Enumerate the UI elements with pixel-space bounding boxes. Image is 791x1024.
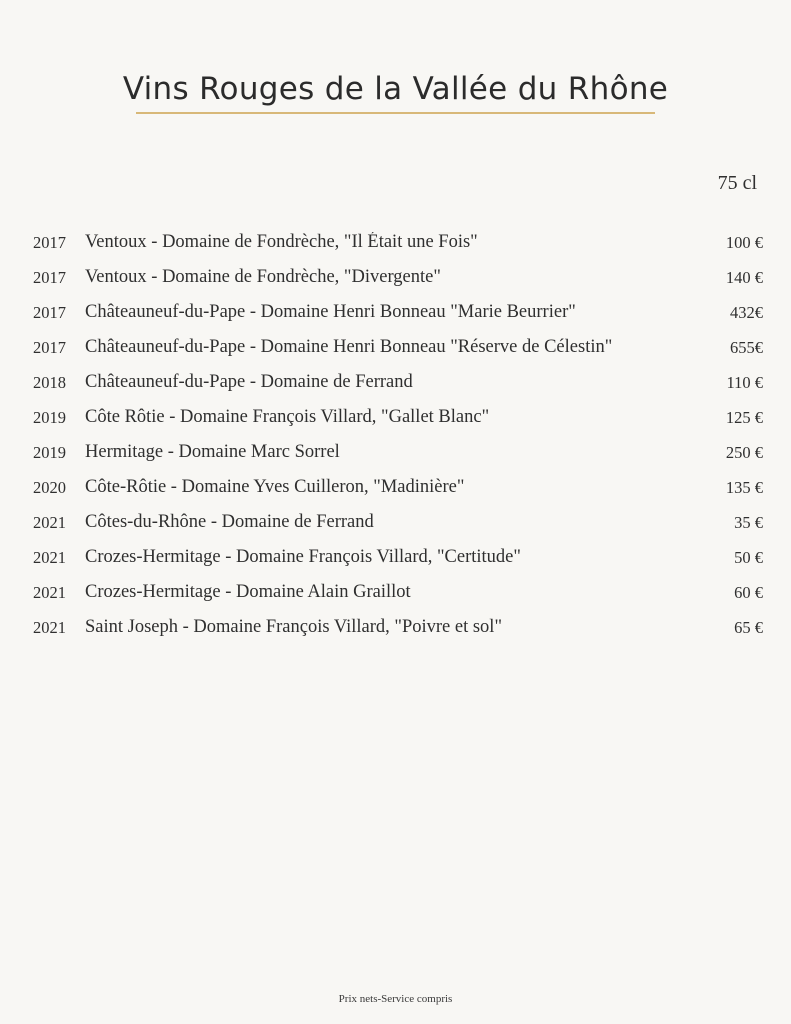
wine-year: 2021: [33, 617, 66, 637]
wine-price: 65 €: [734, 617, 763, 637]
wine-year: 2021: [33, 547, 66, 567]
wine-year: 2020: [33, 477, 66, 497]
wine-year: 2018: [33, 372, 66, 392]
wine-name: Crozes-Hermitage - Domaine François Villard, "Certitude": [85, 547, 521, 567]
wine-name: Châteauneuf-du-Pape - Domaine Henri Bonneau "Marie Beurrier": [85, 302, 576, 322]
wine-name: Châteauneuf-du-Pape - Domaine Henri Bonneau "Réserve de Célestin": [85, 337, 613, 357]
wine-row: [33, 260, 763, 295]
wine-row: [33, 400, 763, 435]
wine-year: 2017: [33, 337, 66, 357]
wine-year: 2019: [33, 407, 66, 427]
wine-year: 2019: [33, 442, 66, 462]
wine-row: [33, 225, 763, 260]
wine-name: Ventoux - Domaine de Fondrèche, "Divergente": [85, 267, 441, 287]
wine-price: 125 €: [725, 407, 763, 427]
wine-row: [33, 470, 763, 505]
wine-price: 250 €: [725, 442, 763, 462]
wine-price: 655€: [730, 337, 763, 357]
wine-name: Hermitage - Domaine Marc Sorrel: [85, 442, 340, 462]
wine-name: Châteauneuf-du-Pape - Domaine de Ferrand: [85, 372, 413, 392]
title-divider: [136, 112, 655, 114]
wine-price: 60 €: [734, 582, 763, 602]
wine-row: [33, 435, 763, 470]
wine-row: [33, 330, 763, 365]
footer-note: Prix nets-Service compris: [338, 993, 453, 1005]
wine-price: 135 €: [725, 477, 763, 497]
wine-year: 2021: [33, 512, 66, 532]
wine-row: [33, 505, 763, 540]
wine-row: [33, 540, 763, 575]
wine-price: 432€: [730, 302, 763, 322]
wine-name: Ventoux - Domaine de Fondrèche, "Il Était une Fois": [85, 232, 478, 252]
wine-year: 2017: [33, 267, 66, 287]
wine-price: 110 €: [726, 372, 763, 392]
page-title: Vins Rouges de la Vallée du Rhône: [122, 70, 669, 107]
wine-row: [33, 610, 763, 645]
wine-price: 100 €: [725, 232, 763, 252]
wine-year: 2021: [33, 582, 66, 602]
wine-price: 50 €: [734, 547, 763, 567]
wine-list: [33, 225, 763, 645]
wine-name: Côte Rôtie - Domaine François Villard, "Gallet Blanc": [85, 407, 490, 427]
wine-price: 35 €: [734, 512, 763, 532]
wine-row: [33, 575, 763, 610]
wine-name: Côtes-du-Rhône - Domaine de Ferrand: [85, 512, 374, 532]
wine-name: Saint Joseph - Domaine François Villard, "Poivre et sol": [85, 617, 502, 637]
wine-row: [33, 365, 763, 400]
wine-name: Côte-Rôtie - Domaine Yves Cuilleron, "Madinière": [85, 477, 465, 497]
wine-price: 140 €: [725, 267, 763, 287]
wine-row: [33, 295, 763, 330]
wine-year: 2017: [33, 302, 66, 322]
wine-year: 2017: [33, 232, 66, 252]
bottle-size-label: 75 cl: [717, 172, 757, 194]
wine-name: Crozes-Hermitage - Domaine Alain Graillot: [85, 582, 411, 602]
